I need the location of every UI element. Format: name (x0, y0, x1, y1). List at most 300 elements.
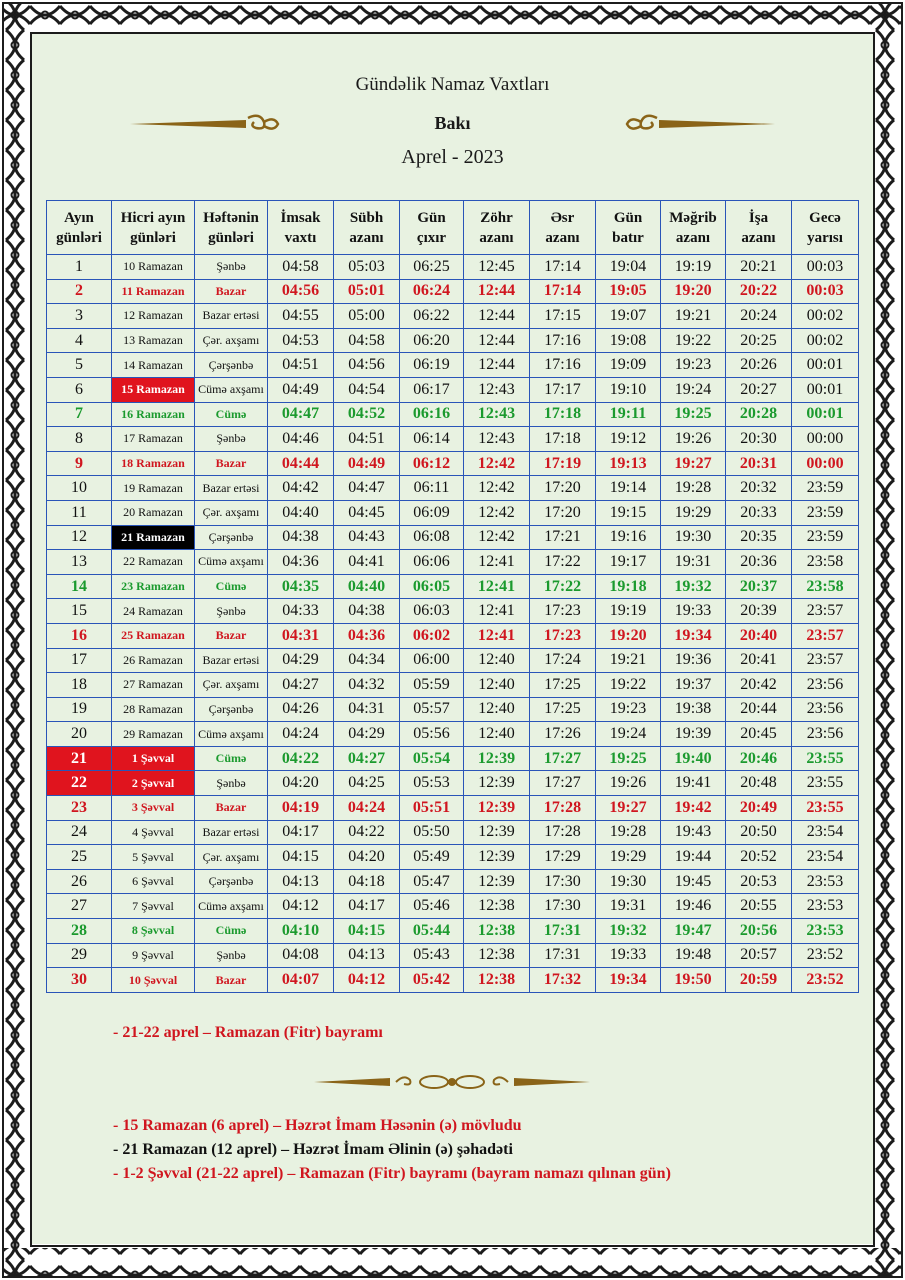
table-row (47, 328, 859, 353)
subh-cell: 04:38 (334, 599, 400, 624)
isha-cell: 20:36 (726, 550, 792, 575)
sunrise-cell: 06:08 (400, 525, 464, 550)
subh-cell: 04:27 (334, 746, 400, 771)
esr-cell: 17:15 (530, 304, 596, 329)
zohr-cell: 12:44 (464, 304, 530, 329)
subh-cell: 05:03 (334, 255, 400, 280)
imsak-cell: 04:08 (268, 943, 334, 968)
subh-cell: 04:24 (334, 796, 400, 821)
column-header (334, 201, 400, 255)
zohr-cell: 12:44 (464, 353, 530, 378)
sunrise-cell: 06:11 (400, 476, 464, 501)
megrib-cell: 19:24 (661, 377, 726, 402)
left-ornament-icon (128, 114, 280, 134)
esr-cell: 17:32 (530, 968, 596, 993)
esr-cell: 17:22 (530, 574, 596, 599)
sunrise-cell: 06:05 (400, 574, 464, 599)
isha-cell: 20:22 (726, 279, 792, 304)
day-cell: 14 (47, 574, 112, 599)
sunrise-cell: 05:44 (400, 919, 464, 944)
weekday-cell: Bazar (195, 623, 268, 648)
column-header-line2: azanı (349, 229, 384, 246)
megrib-cell: 19:34 (661, 623, 726, 648)
column-header-line1: Həftənin (203, 209, 259, 226)
right-ornament-icon (625, 114, 777, 134)
sunrise-cell: 05:49 (400, 845, 464, 870)
esr-cell: 17:18 (530, 402, 596, 427)
table-row (47, 943, 859, 968)
weekday-cell: Bazar ertəsi (195, 476, 268, 501)
table-row (47, 377, 859, 402)
megrib-cell: 19:41 (661, 771, 726, 796)
day-cell: 25 (47, 845, 112, 870)
hijri-day-cell: 14 Ramazan (112, 353, 195, 378)
subh-cell: 04:25 (334, 771, 400, 796)
subh-cell: 04:56 (334, 353, 400, 378)
hijri-day-cell: 10 Şəvval (112, 968, 195, 993)
weekday-cell: Cümə axşamı (195, 377, 268, 402)
sunset-cell: 19:09 (596, 353, 661, 378)
hijri-day-cell: 29 Ramazan (112, 722, 195, 747)
midnight-cell: 23:57 (792, 599, 859, 624)
weekday-cell: Cümə axşamı (195, 894, 268, 919)
day-cell: 3 (47, 304, 112, 329)
sunrise-cell: 05:46 (400, 894, 464, 919)
hijri-day-cell: 1 Şəvval (112, 746, 195, 771)
day-cell: 22 (47, 771, 112, 796)
imsak-cell: 04:24 (268, 722, 334, 747)
megrib-cell: 19:44 (661, 845, 726, 870)
isha-cell: 20:46 (726, 746, 792, 771)
megrib-cell: 19:40 (661, 746, 726, 771)
esr-cell: 17:30 (530, 894, 596, 919)
midnight-cell: 00:03 (792, 255, 859, 280)
imsak-cell: 04:22 (268, 746, 334, 771)
isha-cell: 20:50 (726, 820, 792, 845)
table-row (47, 255, 859, 280)
subh-cell: 04:43 (334, 525, 400, 550)
column-header-line1: Gün (417, 209, 446, 226)
isha-cell: 20:56 (726, 919, 792, 944)
holiday-note: - 21-22 aprel – Ramazan (Fitr) bayramı (113, 1024, 383, 1041)
midnight-cell: 23:53 (792, 869, 859, 894)
zohr-cell: 12:40 (464, 722, 530, 747)
day-cell: 7 (47, 402, 112, 427)
sunset-cell: 19:20 (596, 623, 661, 648)
sunrise-cell: 06:09 (400, 500, 464, 525)
hijri-day-cell: 17 Ramazan (112, 427, 195, 452)
imsak-cell: 04:40 (268, 500, 334, 525)
isha-cell: 20:31 (726, 451, 792, 476)
zohr-cell: 12:39 (464, 845, 530, 870)
imsak-cell: 04:36 (268, 550, 334, 575)
imsak-cell: 04:58 (268, 255, 334, 280)
isha-cell: 20:45 (726, 722, 792, 747)
month-year: Aprel - 2023 (401, 146, 504, 168)
subh-cell: 04:58 (334, 328, 400, 353)
hijri-day-cell: 7 Şəvval (112, 894, 195, 919)
zohr-cell: 12:38 (464, 894, 530, 919)
table-row (47, 353, 859, 378)
sunset-cell: 19:23 (596, 697, 661, 722)
weekday-cell: Çərşənbə (195, 525, 268, 550)
imsak-cell: 04:46 (268, 427, 334, 452)
table-row (47, 279, 859, 304)
esr-cell: 17:29 (530, 845, 596, 870)
table-row (47, 673, 859, 698)
esr-cell: 17:31 (530, 919, 596, 944)
column-header-line1: Gecə (809, 209, 841, 226)
weekday-cell: Bazar (195, 451, 268, 476)
sunset-cell: 19:16 (596, 525, 661, 550)
day-cell: 6 (47, 377, 112, 402)
imsak-cell: 04:20 (268, 771, 334, 796)
esr-cell: 17:20 (530, 476, 596, 501)
midnight-cell: 00:00 (792, 451, 859, 476)
sunset-cell: 19:28 (596, 820, 661, 845)
isha-cell: 20:33 (726, 500, 792, 525)
table-header-row (47, 201, 859, 255)
sunset-cell: 19:12 (596, 427, 661, 452)
zohr-cell: 12:39 (464, 820, 530, 845)
midnight-cell: 23:55 (792, 746, 859, 771)
sunset-cell: 19:30 (596, 869, 661, 894)
imsak-cell: 04:49 (268, 377, 334, 402)
esr-cell: 17:14 (530, 255, 596, 280)
day-cell: 15 (47, 599, 112, 624)
midnight-cell: 23:56 (792, 722, 859, 747)
isha-cell: 20:35 (726, 525, 792, 550)
midnight-cell: 23:53 (792, 894, 859, 919)
subh-cell: 04:22 (334, 820, 400, 845)
weekday-cell: Cümə (195, 919, 268, 944)
column-header-line2: çıxır (416, 229, 447, 246)
isha-cell: 20:39 (726, 599, 792, 624)
hijri-day-cell: 22 Ramazan (112, 550, 195, 575)
isha-cell: 20:57 (726, 943, 792, 968)
megrib-cell: 19:50 (661, 968, 726, 993)
subh-cell: 04:32 (334, 673, 400, 698)
sunrise-cell: 05:51 (400, 796, 464, 821)
sunrise-cell: 05:54 (400, 746, 464, 771)
hijri-day-cell: 24 Ramazan (112, 599, 195, 624)
zohr-cell: 12:45 (464, 255, 530, 280)
column-header-line1: Hicri ayın (120, 209, 186, 226)
esr-cell: 17:18 (530, 427, 596, 452)
megrib-cell: 19:30 (661, 525, 726, 550)
isha-cell: 20:30 (726, 427, 792, 452)
isha-cell: 20:59 (726, 968, 792, 993)
sunrise-cell: 06:14 (400, 427, 464, 452)
sunset-cell: 19:18 (596, 574, 661, 599)
isha-cell: 20:41 (726, 648, 792, 673)
table-row (47, 550, 859, 575)
sunrise-cell: 06:02 (400, 623, 464, 648)
imsak-cell: 04:33 (268, 599, 334, 624)
megrib-cell: 19:27 (661, 451, 726, 476)
day-cell: 30 (47, 968, 112, 993)
isha-cell: 20:37 (726, 574, 792, 599)
zohr-cell: 12:38 (464, 968, 530, 993)
weekday-cell: Bazar ertəsi (195, 304, 268, 329)
sunrise-cell: 05:59 (400, 673, 464, 698)
megrib-cell: 19:48 (661, 943, 726, 968)
megrib-cell: 19:22 (661, 328, 726, 353)
note-line-shehadet: - 21 Ramazan (12 aprel) – Həzrət İmam Əlinin (ə) şəhadəti (113, 1141, 513, 1158)
table-row (47, 623, 859, 648)
weekday-cell: Bazar (195, 279, 268, 304)
column-header (726, 201, 792, 255)
hijri-day-cell: 10 Ramazan (112, 255, 195, 280)
sunrise-cell: 05:47 (400, 869, 464, 894)
table-row (47, 869, 859, 894)
imsak-cell: 04:26 (268, 697, 334, 722)
day-cell: 5 (47, 353, 112, 378)
midnight-cell: 00:01 (792, 353, 859, 378)
sunrise-cell: 05:57 (400, 697, 464, 722)
table-row (47, 919, 859, 944)
megrib-cell: 19:37 (661, 673, 726, 698)
midnight-cell: 23:56 (792, 697, 859, 722)
subh-cell: 04:47 (334, 476, 400, 501)
day-cell: 8 (47, 427, 112, 452)
weekday-cell: Cümə axşamı (195, 722, 268, 747)
subh-cell: 04:31 (334, 697, 400, 722)
esr-cell: 17:28 (530, 820, 596, 845)
column-header-line1: Əsr (550, 209, 575, 226)
hijri-day-cell: 12 Ramazan (112, 304, 195, 329)
imsak-cell: 04:29 (268, 648, 334, 673)
day-cell: 1 (47, 255, 112, 280)
day-cell: 16 (47, 623, 112, 648)
sunset-cell: 19:24 (596, 722, 661, 747)
column-header-line1: Məğrib (669, 209, 717, 226)
table-row (47, 599, 859, 624)
table-row (47, 500, 859, 525)
imsak-cell: 04:35 (268, 574, 334, 599)
sunset-cell: 19:08 (596, 328, 661, 353)
zohr-cell: 12:42 (464, 525, 530, 550)
megrib-cell: 19:33 (661, 599, 726, 624)
midnight-cell: 23:54 (792, 845, 859, 870)
imsak-cell: 04:42 (268, 476, 334, 501)
note-line-mevlud: - 15 Ramazan (6 aprel) – Həzrət İmam Həsənin (ə) mövludu (113, 1117, 522, 1134)
column-header-line1: İşa (748, 209, 769, 226)
column-header (195, 201, 268, 255)
imsak-cell: 04:44 (268, 451, 334, 476)
subh-cell: 04:45 (334, 500, 400, 525)
midnight-cell: 00:03 (792, 279, 859, 304)
midnight-cell: 23:56 (792, 673, 859, 698)
sunrise-cell: 06:03 (400, 599, 464, 624)
esr-cell: 17:16 (530, 328, 596, 353)
esr-cell: 17:27 (530, 771, 596, 796)
day-cell: 18 (47, 673, 112, 698)
esr-cell: 17:25 (530, 673, 596, 698)
table-row (47, 525, 859, 550)
esr-cell: 17:23 (530, 599, 596, 624)
isha-cell: 20:28 (726, 402, 792, 427)
column-header-line2: azanı (675, 229, 711, 246)
megrib-cell: 19:36 (661, 648, 726, 673)
subh-cell: 04:54 (334, 377, 400, 402)
table-body (47, 255, 859, 993)
sunset-cell: 19:34 (596, 968, 661, 993)
column-header (661, 201, 726, 255)
isha-cell: 20:40 (726, 623, 792, 648)
day-cell: 12 (47, 525, 112, 550)
zohr-cell: 12:40 (464, 648, 530, 673)
zohr-cell: 12:41 (464, 623, 530, 648)
midnight-cell: 23:54 (792, 820, 859, 845)
isha-cell: 20:32 (726, 476, 792, 501)
zohr-cell: 12:38 (464, 919, 530, 944)
sunset-cell: 19:17 (596, 550, 661, 575)
weekday-cell: Çərşənbə (195, 869, 268, 894)
table-row (47, 968, 859, 993)
megrib-cell: 19:46 (661, 894, 726, 919)
hijri-day-cell: 11 Ramazan (112, 279, 195, 304)
day-cell: 26 (47, 869, 112, 894)
imsak-cell: 04:56 (268, 279, 334, 304)
zohr-cell: 12:41 (464, 550, 530, 575)
megrib-cell: 19:32 (661, 574, 726, 599)
sunrise-cell: 06:20 (400, 328, 464, 353)
sunset-cell: 19:29 (596, 845, 661, 870)
imsak-cell: 04:17 (268, 820, 334, 845)
column-header-line1: Sübh (349, 209, 384, 226)
zohr-cell: 12:38 (464, 943, 530, 968)
sunset-cell: 19:31 (596, 894, 661, 919)
hijri-day-cell: 16 Ramazan (112, 402, 195, 427)
imsak-cell: 04:27 (268, 673, 334, 698)
imsak-cell: 04:07 (268, 968, 334, 993)
zohr-cell: 12:39 (464, 771, 530, 796)
day-cell: 28 (47, 919, 112, 944)
sunrise-cell: 05:43 (400, 943, 464, 968)
midnight-cell: 00:02 (792, 304, 859, 329)
weekday-cell: Çər. axşamı (195, 500, 268, 525)
table-row (47, 476, 859, 501)
weekday-cell: Cümə (195, 402, 268, 427)
table-row (47, 771, 859, 796)
day-cell: 24 (47, 820, 112, 845)
midnight-cell: 23:59 (792, 476, 859, 501)
weekday-cell: Bazar (195, 968, 268, 993)
day-cell: 29 (47, 943, 112, 968)
midnight-cell: 23:57 (792, 623, 859, 648)
sunset-cell: 19:32 (596, 919, 661, 944)
day-cell: 20 (47, 722, 112, 747)
imsak-cell: 04:38 (268, 525, 334, 550)
table-row (47, 648, 859, 673)
midnight-cell: 00:01 (792, 377, 859, 402)
isha-cell: 20:49 (726, 796, 792, 821)
subh-cell: 04:20 (334, 845, 400, 870)
esr-cell: 17:23 (530, 623, 596, 648)
column-header (596, 201, 661, 255)
esr-cell: 17:17 (530, 377, 596, 402)
sunrise-cell: 05:50 (400, 820, 464, 845)
imsak-cell: 04:51 (268, 353, 334, 378)
zohr-cell: 12:43 (464, 427, 530, 452)
day-cell: 11 (47, 500, 112, 525)
day-cell: 21 (47, 746, 112, 771)
megrib-cell: 19:23 (661, 353, 726, 378)
megrib-cell: 19:42 (661, 796, 726, 821)
esr-cell: 17:30 (530, 869, 596, 894)
sunrise-cell: 06:12 (400, 451, 464, 476)
midnight-cell: 23:57 (792, 648, 859, 673)
imsak-cell: 04:47 (268, 402, 334, 427)
megrib-cell: 19:28 (661, 476, 726, 501)
column-header-line1: Ayın (64, 209, 94, 226)
subh-cell: 04:12 (334, 968, 400, 993)
isha-cell: 20:44 (726, 697, 792, 722)
hijri-day-cell: 2 Şəvval (112, 771, 195, 796)
zohr-cell: 12:44 (464, 279, 530, 304)
sunrise-cell: 06:19 (400, 353, 464, 378)
weekday-cell: Cümə axşamı (195, 550, 268, 575)
megrib-cell: 19:39 (661, 722, 726, 747)
weekday-cell: Çərşənbə (195, 353, 268, 378)
isha-cell: 20:26 (726, 353, 792, 378)
megrib-cell: 19:25 (661, 402, 726, 427)
isha-cell: 20:55 (726, 894, 792, 919)
isha-cell: 20:53 (726, 869, 792, 894)
weekday-cell: Şənbə (195, 427, 268, 452)
zohr-cell: 12:44 (464, 328, 530, 353)
isha-cell: 20:25 (726, 328, 792, 353)
megrib-cell: 19:45 (661, 869, 726, 894)
zohr-cell: 12:43 (464, 377, 530, 402)
weekday-cell: Şənbə (195, 255, 268, 280)
center-ornament-icon (312, 1072, 592, 1092)
column-header (530, 201, 596, 255)
isha-cell: 20:24 (726, 304, 792, 329)
imsak-cell: 04:15 (268, 845, 334, 870)
imsak-cell: 04:12 (268, 894, 334, 919)
prayer-times-table (46, 200, 859, 993)
city-name: Bakı (434, 113, 471, 133)
sunset-cell: 19:22 (596, 673, 661, 698)
megrib-cell: 19:47 (661, 919, 726, 944)
imsak-cell: 04:31 (268, 623, 334, 648)
page-title: Gündəlik Namaz Vaxtları (355, 74, 550, 95)
column-header (464, 201, 530, 255)
column-header-line2: azanı (479, 229, 514, 246)
midnight-cell: 00:02 (792, 328, 859, 353)
sunset-cell: 19:07 (596, 304, 661, 329)
sunset-cell: 19:33 (596, 943, 661, 968)
day-cell: 2 (47, 279, 112, 304)
day-cell: 9 (47, 451, 112, 476)
isha-cell: 20:52 (726, 845, 792, 870)
zohr-cell: 12:40 (464, 697, 530, 722)
subh-cell: 04:49 (334, 451, 400, 476)
midnight-cell: 23:59 (792, 500, 859, 525)
sunset-cell: 19:05 (596, 279, 661, 304)
esr-cell: 17:20 (530, 500, 596, 525)
day-cell: 17 (47, 648, 112, 673)
esr-cell: 17:28 (530, 796, 596, 821)
column-header-line2: batır (612, 229, 644, 246)
weekday-cell: Çərşənbə (195, 697, 268, 722)
subh-cell: 04:41 (334, 550, 400, 575)
megrib-cell: 19:20 (661, 279, 726, 304)
esr-cell: 17:19 (530, 451, 596, 476)
hijri-day-cell: 9 Şəvval (112, 943, 195, 968)
